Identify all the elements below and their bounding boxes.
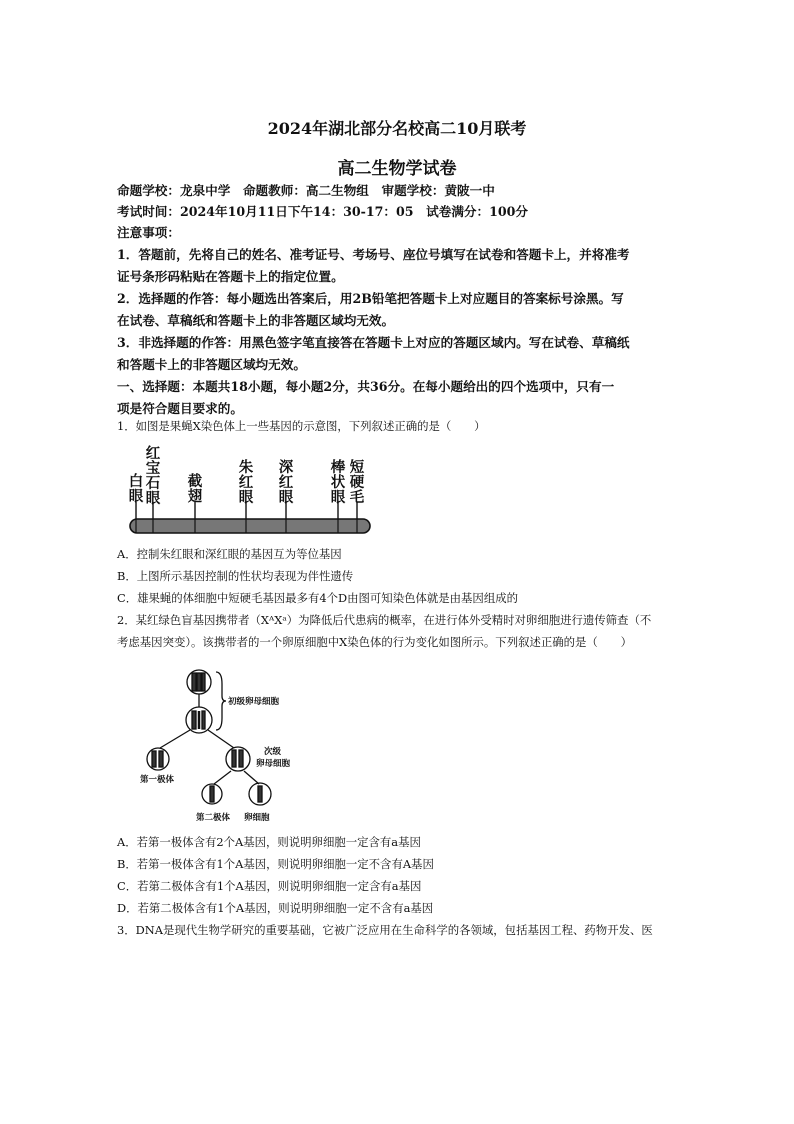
question-1-stem: 1．如图是果蝇X染色体上一些基因的示意图，下列叙述正确的是（ ） (117, 419, 486, 433)
section-heading-cont: 项是符合题目要求的。 (117, 401, 243, 416)
question-2-option-c: C．若第二极体含有1个A基因，则说明卵细胞一定含有a基因 (117, 879, 422, 893)
label-secondary-1: 次级 (264, 747, 282, 757)
label-second-polar-body: 第二极体 (196, 813, 231, 823)
question-1-option-b: B．上图所示基因控制的性状均表现为伴性遗传 (117, 569, 354, 583)
gene-label-bar-eye: 棒 状 眼 (330, 459, 346, 506)
gene-label-white-eye: 白 眼 (128, 473, 144, 505)
question-1-option-a: A．控制朱红眼和深红眼的基因互为等位基因 (117, 547, 342, 561)
question-1-option-c: C．雄果蝇的体细胞中短硬毛基因最多有4个D由图可知染色体就是由基因组成的 (117, 591, 518, 605)
gene-label-vermilion-eye: 朱 红 眼 (238, 459, 254, 506)
label-egg-cell: 卵细胞 (244, 813, 270, 823)
meiosis-diagram (130, 660, 320, 832)
section-heading: 一、选择题：本题共18小题，每小题2分，共36分。在每小题给出的四个选项中，只有一 (117, 379, 615, 394)
gene-label-ruby-eye: 红 宝 石 眼 (145, 445, 161, 507)
exam-subtitle: 高二生物学试卷 (337, 159, 457, 179)
note-line: 3．非选择题的作答：用黑色签字笔直接答在答题卡上对应的答题区域内。写在试卷、草稿纸 (117, 335, 630, 350)
gene-label-carmine-eye: 深 红 眼 (278, 459, 294, 506)
gene-label-cut-wing: 截 翅 (187, 473, 203, 505)
info-line-2: 考试时间：2024年10月11日下午14：30-17：05 试卷满分：100分 (117, 204, 529, 219)
note-line: 2．选择题的作答：每小题选出答案后，用2B铅笔把答题卡上对应题目的答案标号涂黑。写 (117, 291, 624, 306)
question-2-option-b: B．若第一极体含有1个A基因，则说明卵细胞一定不含有A基因 (117, 857, 434, 871)
x-chromosome-diagram (120, 500, 380, 540)
question-3-stem: 3．DNA是现代生物学研究的重要基础，它被广泛应用在生命科学的各领域，包括基因工程、药物开发、医 (117, 923, 653, 937)
secondary-oocyte-cell (226, 747, 250, 771)
notes-heading: 注意事项： (117, 225, 180, 240)
note-line: 1．答题前，先将自己的姓名、准考证号、考场号、座位号填写在试卷和答题卡上，并将准考 (117, 247, 630, 262)
label-first-polar-body: 第一极体 (140, 775, 175, 785)
question-2-option-a: A．若第一极体含有2个A基因，则说明卵细胞一定含有a基因 (117, 835, 421, 849)
info-line-1: 命题学校：龙泉中学 命题教师：高二生物组 审题学校：黄陂一中 (117, 183, 495, 198)
question-2-stem-line-1: 2．某红绿色盲基因携带者（XᴬXᵃ）为降低后代患病的概率，在进行体外受精时对卵细胞进行遗传筛查（不 (117, 613, 652, 627)
question-2-option-d: D．若第二极体含有1个A基因，则说明卵细胞一定不含有a基因 (117, 901, 434, 915)
gene-tick-lines (136, 502, 357, 519)
x-chromosome-bar (130, 519, 370, 533)
exam-title: 2024年湖北部分名校高二10月联考 (267, 119, 527, 138)
first-polar-body-cell (147, 748, 169, 770)
gene-label-short-bristle: 短 硬 毛 (349, 459, 365, 506)
label-primary-oocyte: 初级卵母细胞 (228, 697, 280, 707)
note-line: 在试卷、草稿纸和答题卡上的非答题区域均无效。 (117, 313, 395, 328)
question-2-stem-line-2: 考虑基因突变）。该携带者的一个卵原细胞中X染色体的行为变化如图所示。下列叙述正确的是（ ） (117, 635, 632, 649)
note-line: 证号条形码粘贴在答题卡上的指定位置。 (117, 269, 344, 284)
primary-brace (216, 672, 226, 730)
note-line: 和答题卡上的非答题区域均无效。 (117, 357, 306, 372)
label-secondary-2: 卵母细胞 (256, 759, 291, 769)
